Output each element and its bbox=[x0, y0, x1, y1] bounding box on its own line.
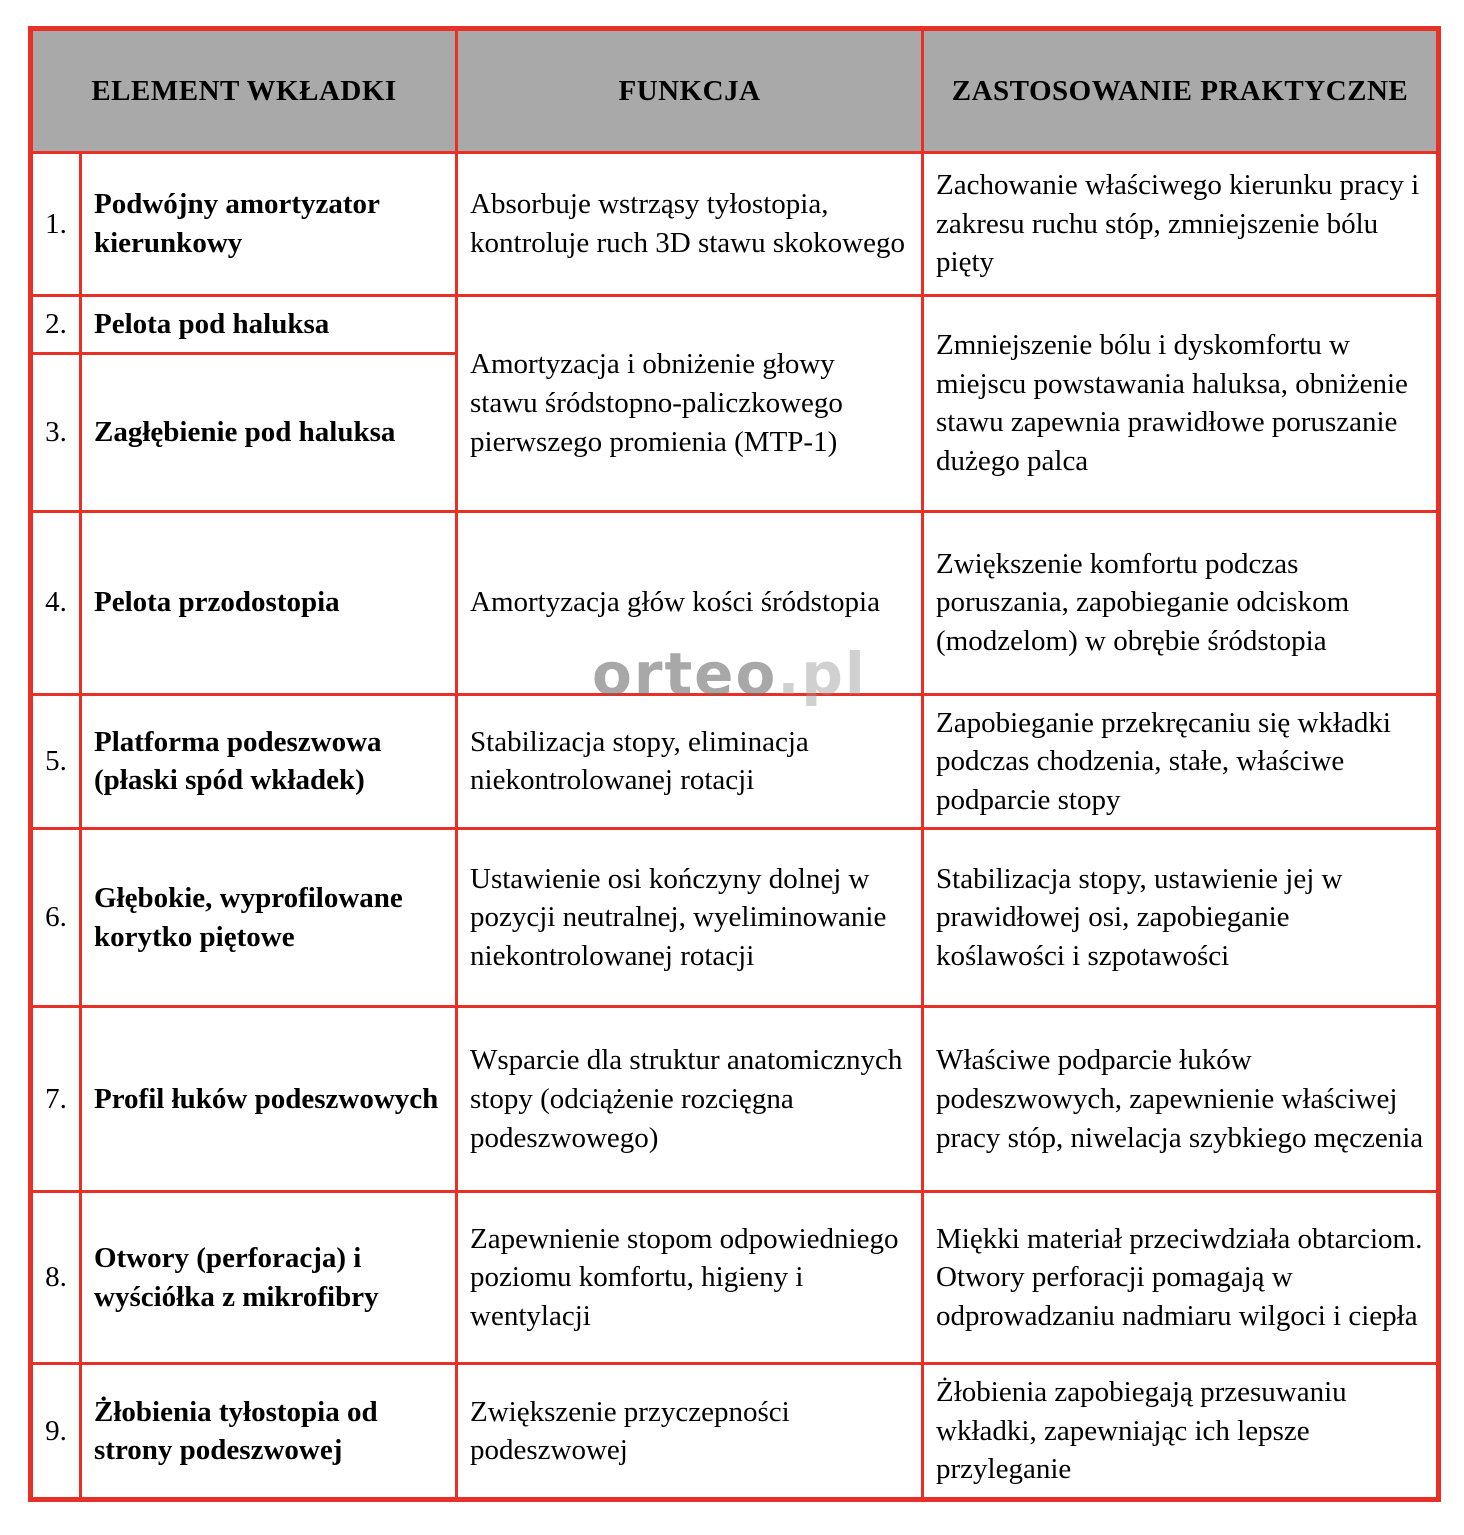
element-cell: Zagłębienie pod haluksa bbox=[81, 353, 457, 511]
application-cell: Zwiększenie komfortu podczas poruszania, zapobieganie odciskom (modzelom) w obrębie śródstopia bbox=[923, 511, 1439, 694]
row-number: 7. bbox=[31, 1007, 81, 1192]
watermark-suffix-text: .pl bbox=[777, 640, 867, 708]
watermark-brand-text: orteo bbox=[592, 640, 778, 708]
element-cell: Pelota pod haluksa bbox=[81, 296, 457, 354]
header-element-wkladki: ELEMENT WKŁADKI bbox=[31, 29, 457, 153]
function-cell: Absorbuje wstrząsy tyłostopia, kontroluje ruch 3D stawu skokowego bbox=[457, 153, 923, 296]
table-row bbox=[31, 1007, 1439, 1192]
header-funkcja: FUNKCJA bbox=[457, 29, 923, 153]
row-number: 5. bbox=[31, 694, 81, 829]
element-cell: Platforma podeszwowa (płaski spód wkładek) bbox=[81, 694, 457, 829]
application-cell: Zachowanie właściwego kierunku pracy i zakresu ruchu stóp, zmniejszenie bólu pięty bbox=[923, 153, 1439, 296]
element-cell: Głębokie, wyprofilowane korytko piętowe bbox=[81, 829, 457, 1007]
row-number: 1. bbox=[31, 153, 81, 296]
function-cell: Amortyzacja głów kości śródstopia bbox=[457, 511, 923, 694]
row-number: 6. bbox=[31, 829, 81, 1007]
element-cell: Podwójny amortyzator kierunkowy bbox=[81, 153, 457, 296]
function-cell: Zwiększenie przyczepności podeszwowej bbox=[457, 1364, 923, 1500]
table-row bbox=[31, 296, 1439, 354]
row-number: 3. bbox=[31, 353, 81, 511]
function-cell: Ustawienie osi kończyny dolnej w pozycji neutralnej, wyeliminowanie niekontrolowanej rotacji bbox=[457, 829, 923, 1007]
table-row bbox=[31, 1192, 1439, 1364]
application-cell: Zapobieganie przekręcaniu się wkładki podczas chodzenia, stałe, właściwe podparcie stopy bbox=[923, 694, 1439, 829]
function-cell: Stabilizacja stopy, eliminacja niekontrolowanej rotacji bbox=[457, 694, 923, 829]
function-cell: Wsparcie dla struktur anatomicznych stopy (odciążenie rozcięgna podeszwowego) bbox=[457, 1007, 923, 1192]
application-cell-merged: Zmniejszenie bólu i dyskomfortu w miejscu powstawania haluksa, obniżenie stawu zapewnia prawidłowe poruszanie dużego palca bbox=[923, 296, 1439, 512]
function-cell-merged: Amortyzacja i obniżenie głowy stawu śródstopno-paliczkowego pierwszego promienia (MTP-1) bbox=[457, 296, 923, 512]
application-cell: Stabilizacja stopy, ustawienie jej w prawidłowej osi, zapobieganie koślawości i szpotawości bbox=[923, 829, 1439, 1007]
row-number: 8. bbox=[31, 1192, 81, 1364]
row-number: 9. bbox=[31, 1364, 81, 1500]
header-zastosowanie-praktyczne: ZASTOSOWANIE PRAKTYCZNE bbox=[923, 29, 1439, 153]
application-cell: Miękki materiał przeciwdziała obtarciom. Otwory perforacji pomagają w odprowadzaniu nadmiaru wilgoci i ciepła bbox=[923, 1192, 1439, 1364]
application-cell: Żłobienia zapobiegają przesuwaniu wkładki, zapewniając ich lepsze przyleganie bbox=[923, 1364, 1439, 1500]
table-row bbox=[31, 153, 1439, 296]
function-cell: Zapewnienie stopom odpowiedniego poziomu komfortu, higieny i wentylacji bbox=[457, 1192, 923, 1364]
table-row bbox=[31, 511, 1439, 694]
application-cell: Właściwe podparcie łuków podeszwowych, zapewnienie właściwej pracy stóp, niwelacja szybkiego męczenia bbox=[923, 1007, 1439, 1192]
element-cell: Profil łuków podeszwowych bbox=[81, 1007, 457, 1192]
insole-elements-table bbox=[28, 26, 1441, 1502]
table-row bbox=[31, 1364, 1439, 1500]
row-number: 4. bbox=[31, 511, 81, 694]
table-row bbox=[31, 829, 1439, 1007]
table-header-row bbox=[31, 29, 1439, 153]
element-cell: Pelota przodostopia bbox=[81, 511, 457, 694]
element-cell: Żłobienia tyłostopia od strony podeszwowej bbox=[81, 1364, 457, 1500]
row-number: 2. bbox=[31, 296, 81, 354]
element-cell: Otwory (perforacja) i wyściółka z mikrofibry bbox=[81, 1192, 457, 1364]
table-row bbox=[31, 694, 1439, 829]
